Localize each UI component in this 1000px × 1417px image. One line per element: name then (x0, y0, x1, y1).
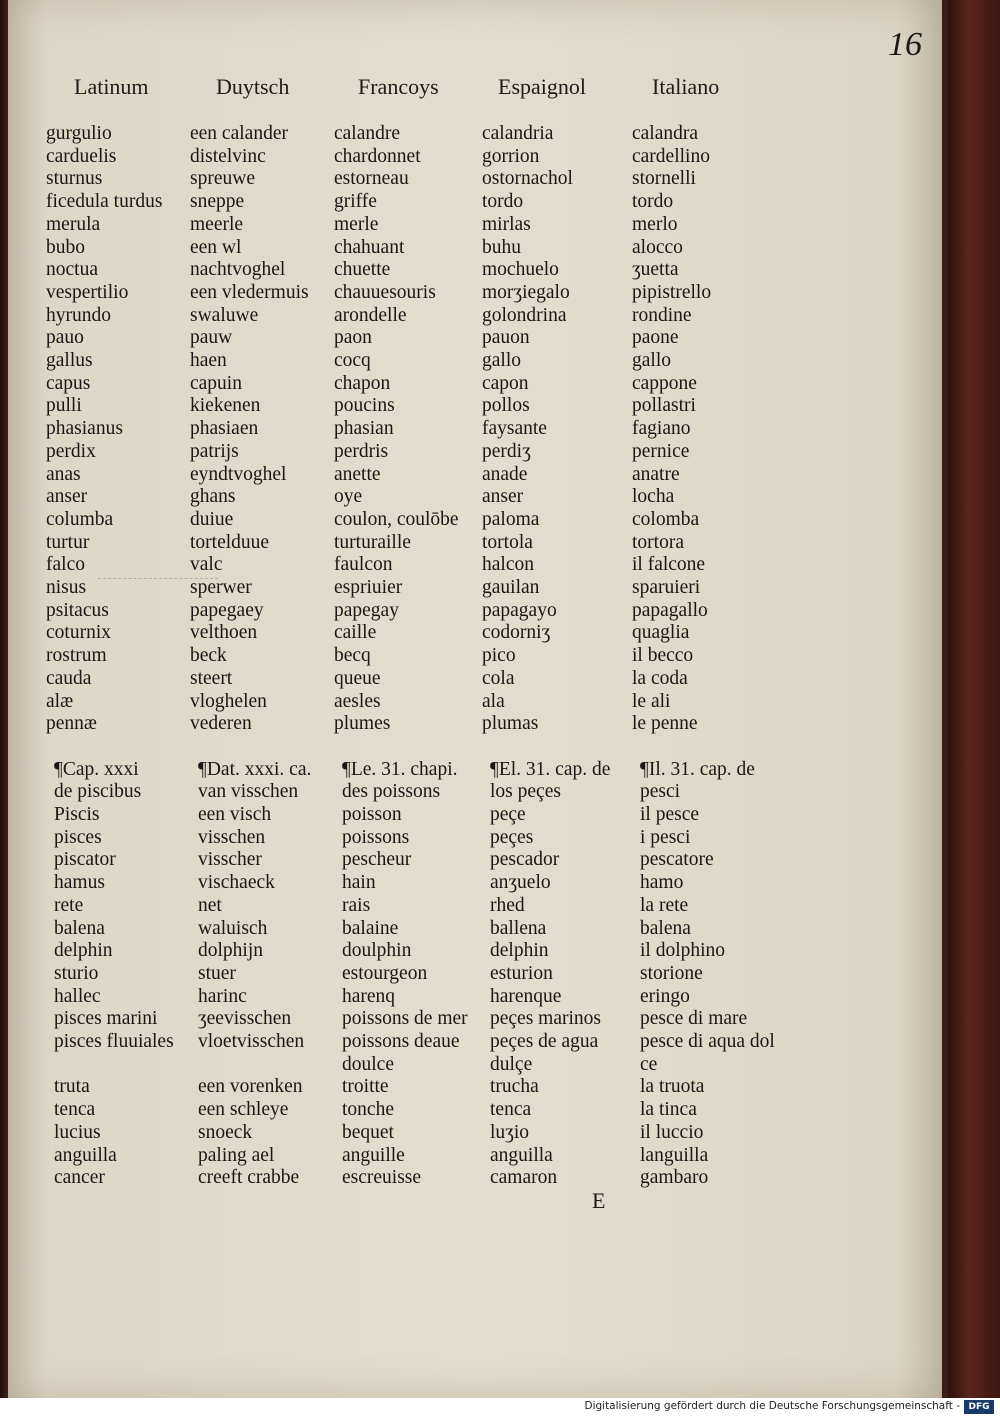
cell-italian: ce (640, 1053, 658, 1075)
table-row (8, 485, 942, 509)
table-row (8, 1053, 942, 1077)
cell-spanish: mochuelo (482, 259, 559, 281)
table-row (8, 735, 942, 759)
cell-latin: cauda (46, 667, 92, 689)
cell-french: queue (334, 667, 381, 689)
cell-french: estorneau (334, 168, 409, 190)
cell-italian: tortora (632, 531, 684, 553)
cell-latin: bubo (46, 236, 85, 258)
cell-spanish: tordo (482, 191, 524, 213)
cell-dutch: een wl (190, 236, 242, 258)
cell-latin: tenca (54, 1099, 96, 1121)
cell-italian: sparuieri (632, 577, 701, 598)
cell-latin: pulli (46, 395, 82, 417)
cell-spanish: peçes (490, 826, 534, 848)
cell-latin: pisces marini (54, 1008, 158, 1030)
cell-spanish: trucha (490, 1076, 539, 1098)
table-row (8, 167, 942, 191)
cell-dutch: steert (190, 667, 233, 689)
cell-latin: cancer (54, 1167, 105, 1189)
cell-dutch: stuer (198, 962, 236, 984)
cell-spanish: dulçe (490, 1053, 533, 1075)
cell-italian: i pesci (640, 826, 691, 848)
cell-french: griffe (334, 191, 377, 213)
cell-dutch: snoeck (198, 1121, 253, 1143)
cell-dutch: swaluwe (190, 304, 259, 326)
table-row (8, 122, 942, 146)
cell-dutch: kiekenen (190, 395, 261, 417)
table-row (8, 667, 942, 691)
cell-dutch: valc (190, 554, 223, 576)
cell-dutch: ghans (190, 486, 236, 508)
cell-dutch: tortelduue (190, 531, 270, 553)
signature-mark: E (592, 1188, 606, 1213)
cell-french: espriuier (334, 577, 403, 598)
cell-latin: anguilla (54, 1144, 117, 1166)
cell-italian: fagiano (632, 418, 691, 440)
cell-italian: il dolphino (640, 940, 726, 962)
cell-french: ¶Le. 31. chapi. (342, 758, 458, 780)
cell-spanish: pescador (490, 849, 560, 871)
cell-italian: la tinca (640, 1099, 697, 1121)
footer-credit: Digitalisierung gefördert durch die Deutsche Forschungsgemeinschaft - (584, 1400, 960, 1412)
header-duytsch: Duytsch (216, 74, 290, 99)
table-row (8, 712, 942, 736)
cell-italian: papagallo (632, 599, 708, 621)
cell-latin: lucius (54, 1121, 101, 1143)
cell-italian: pescatore (640, 849, 714, 871)
cell-italian: pollastri (632, 395, 696, 417)
cell-french: oye (334, 486, 363, 508)
cell-spanish: papagayo (482, 599, 557, 621)
cell-latin: pisces (54, 826, 102, 848)
cell-latin: falco (46, 554, 85, 576)
cell-french: anette (334, 463, 381, 485)
cell-dutch: haen (190, 350, 227, 371)
cell-italian: colomba (632, 508, 700, 530)
cell-french: troitte (342, 1076, 389, 1098)
cell-italian: balena (640, 917, 691, 939)
cell-latin: Piscis (54, 804, 100, 825)
cell-italian: rondine (632, 304, 692, 326)
cell-spanish: ala (482, 690, 505, 712)
cell-french: des poissons (342, 781, 441, 803)
cell-italian: la coda (632, 667, 688, 689)
table-row (8, 803, 942, 827)
binding-edge-right (948, 0, 1000, 1400)
cell-spanish: faysante (482, 418, 547, 440)
table-row (8, 826, 942, 850)
cell-latin: truta (54, 1076, 90, 1098)
cell-dutch: beck (190, 645, 227, 667)
table-row (8, 599, 942, 623)
cell-french: escreuisse (342, 1167, 422, 1189)
header-espaignol: Espaignol (498, 74, 586, 99)
table-row (8, 962, 942, 986)
table-row (8, 1030, 942, 1054)
cell-spanish: ostornachol (482, 168, 573, 190)
cell-french: chardonnet (334, 145, 421, 167)
table-row (8, 281, 942, 305)
folio-number: 16 (888, 26, 922, 63)
cell-dutch: een schleye (198, 1099, 289, 1121)
cell-spanish: peçes de agua (490, 1031, 599, 1052)
table-row (8, 372, 942, 396)
cell-french: poucins (334, 395, 395, 417)
cell-dutch: meerle (190, 213, 244, 235)
table-row (8, 1121, 942, 1145)
cell-latin: carduelis (46, 145, 117, 167)
cell-latin: perdix (46, 440, 96, 462)
cell-spanish: peçes marinos (490, 1008, 602, 1030)
cell-dutch: paling ael (198, 1144, 275, 1166)
cell-italian: le ali (632, 690, 671, 712)
cell-french: aesles (334, 690, 381, 712)
table-row (8, 780, 942, 804)
cell-french: arondelle (334, 304, 407, 326)
cell-latin: merula (46, 213, 101, 235)
cell-french: caille (334, 622, 377, 644)
table-row (8, 531, 942, 555)
cell-italian: calandra (632, 123, 699, 144)
cell-french: bequet (342, 1121, 394, 1143)
table-row (8, 440, 942, 464)
cell-french: becq (334, 645, 371, 667)
cell-dutch: ¶Dat. xxxi. ca. (198, 758, 312, 780)
cell-latin: hamus (54, 872, 105, 894)
cell-spanish: buhu (482, 236, 521, 258)
cell-latin: piscator (54, 849, 116, 871)
table-row (8, 758, 942, 782)
table-row (8, 848, 942, 872)
cell-french: coulon, coulōbe (334, 508, 459, 530)
table-row (8, 621, 942, 645)
cell-italian: eringo (640, 985, 690, 1007)
cell-french: poissons de mer (342, 1008, 468, 1030)
cell-dutch: papegaey (190, 599, 264, 621)
cell-dutch: sperwer (190, 577, 252, 598)
cell-italian: gambaro (640, 1167, 709, 1189)
cell-dutch: visschen (198, 826, 266, 848)
cell-spanish: pollos (482, 395, 530, 417)
cell-italian: anatre (632, 463, 680, 485)
table-row (8, 1007, 942, 1031)
cell-italian: paone (632, 327, 679, 349)
cell-spanish: paloma (482, 508, 540, 530)
table-row (8, 394, 942, 418)
cell-latin: pennæ (46, 713, 97, 735)
bleed-through-dashes (98, 578, 218, 593)
cell-italian: alocco (632, 236, 683, 258)
cell-spanish: halcon (482, 554, 534, 576)
cell-italian: stornelli (632, 168, 696, 190)
cell-french: balaine (342, 917, 399, 939)
cell-french: tonche (342, 1099, 394, 1121)
cell-italian: cardellino (632, 145, 710, 167)
cell-italian: il luccio (640, 1121, 704, 1143)
cell-italian: merlo (632, 213, 678, 235)
cell-french: estourgeon (342, 962, 428, 984)
table-row (8, 917, 942, 941)
table-row (8, 349, 942, 373)
cell-dutch: ʒeevisschen (198, 1008, 292, 1030)
table-row (8, 213, 942, 237)
cell-italian: le penne (632, 713, 698, 735)
cell-latin: alæ (46, 690, 74, 712)
cell-italian: pesce di mare (640, 1008, 748, 1030)
cell-dutch: velthoen (190, 622, 258, 644)
cell-dutch: capuin (190, 372, 242, 394)
table-row (8, 939, 942, 963)
cell-spanish: los peçes (490, 781, 561, 803)
cell-dutch: eyndtvoghel (190, 463, 287, 485)
cell-french: doulce (342, 1053, 394, 1075)
cell-dutch: van visschen (198, 781, 299, 803)
cell-italian: pipistrello (632, 281, 712, 303)
cell-dutch: phasiaen (190, 418, 259, 440)
cell-italian: cappone (632, 372, 697, 394)
cell-french: poisson (342, 804, 402, 825)
table-row (8, 326, 942, 350)
cell-spanish: perdiʒ (482, 440, 531, 462)
cell-french: turturaille (334, 531, 411, 553)
cell-dutch: spreuwe (190, 168, 255, 190)
cell-spanish: luʒio (490, 1121, 529, 1143)
cell-italian: ¶Il. 31. cap. de (640, 758, 755, 780)
cell-dutch: dolphijn (198, 940, 264, 962)
dfg-logo-icon: DFG (964, 1400, 994, 1414)
cell-latin: coturnix (46, 622, 111, 644)
cell-italian: la rete (640, 894, 689, 916)
cell-italian: la truota (640, 1076, 705, 1098)
cell-italian: ʒuetta (632, 259, 679, 281)
cell-latin: columba (46, 508, 114, 530)
cell-dutch: distelvinc (190, 145, 266, 167)
cell-latin: ficedula turdus (46, 191, 163, 213)
cell-italian: hamo (640, 872, 684, 894)
cell-dutch: harinc (198, 985, 247, 1007)
cell-dutch: een vorenken (198, 1076, 303, 1098)
table-row (8, 1075, 942, 1099)
cell-spanish: codorniʒ (482, 622, 551, 644)
cell-spanish: pauon (482, 327, 530, 349)
cell-french: merle (334, 213, 379, 235)
table-row (8, 258, 942, 282)
cell-dutch: pauw (190, 327, 233, 349)
cell-italian: pesci (640, 781, 681, 803)
cell-italian: tordo (632, 191, 674, 213)
table-row (8, 1098, 942, 1122)
table-row (8, 1166, 942, 1190)
table-row (8, 304, 942, 328)
cell-dutch: visscher (198, 849, 262, 871)
cell-spanish: ballena (490, 917, 547, 939)
table-row (8, 894, 942, 918)
cell-spanish: harenque (490, 985, 562, 1007)
table-row (8, 508, 942, 532)
cell-dutch: vloghelen (190, 690, 267, 712)
cell-spanish: gauilan (482, 577, 540, 598)
cell-spanish: capon (482, 372, 529, 394)
cell-spanish: tenca (490, 1099, 532, 1121)
cell-spanish: pico (482, 645, 516, 667)
cell-italian: gallo (632, 350, 671, 371)
table-row (8, 463, 942, 487)
cell-latin: gurgulio (46, 123, 112, 144)
cell-french: perdris (334, 440, 389, 462)
cell-spanish: gorrion (482, 145, 540, 167)
cell-spanish: peçe (490, 804, 526, 825)
cell-french: paon (334, 327, 372, 349)
cell-french: pescheur (342, 849, 412, 871)
cell-latin: anas (46, 463, 81, 485)
cell-dutch: een visch (198, 804, 272, 825)
table-row (8, 145, 942, 169)
table-row (8, 644, 942, 668)
cell-italian: pesce di aqua dol (640, 1031, 775, 1052)
book-page (8, 0, 942, 1398)
table-row (8, 985, 942, 1009)
cell-french: cocq (334, 350, 371, 371)
cell-latin: hallec (54, 985, 101, 1007)
cell-french: poissons deaue (342, 1031, 460, 1052)
cell-spanish: tortola (482, 531, 533, 553)
cell-spanish: camaron (490, 1167, 558, 1189)
cell-french: poissons (342, 826, 410, 848)
cell-french: chuette (334, 259, 391, 281)
cell-spanish: cola (482, 667, 515, 689)
cell-dutch: waluisch (198, 917, 268, 939)
table-row (8, 553, 942, 577)
cell-dutch: duiue (190, 508, 234, 530)
cell-latin: balena (54, 917, 105, 939)
cell-spanish: anser (482, 486, 524, 508)
cell-latin: psitacus (46, 599, 109, 621)
cell-spanish: esturion (490, 962, 553, 984)
cell-french: doulphin (342, 940, 412, 962)
cell-dutch: sneppe (190, 191, 245, 213)
cell-dutch: vloetvisschen (198, 1031, 305, 1052)
cell-dutch: creeft crabbe (198, 1167, 300, 1189)
cell-dutch: nachtvoghel (190, 259, 286, 281)
cell-latin: capus (46, 372, 91, 394)
cell-spanish: gallo (482, 350, 521, 371)
table-row (8, 871, 942, 895)
header-francoys: Francoys (358, 74, 439, 99)
table-row (8, 1144, 942, 1168)
cell-latin: noctua (46, 259, 98, 281)
cell-french: hain (342, 872, 376, 894)
cell-italian: locha (632, 486, 675, 508)
cell-spanish: mirlas (482, 213, 531, 235)
table-row (8, 190, 942, 214)
cell-spanish: morʒiegalo (482, 281, 570, 303)
cell-spanish: rhed (490, 894, 525, 916)
cell-italian: quaglia (632, 622, 690, 644)
cell-latin: rostrum (46, 645, 107, 667)
cell-latin: gallus (46, 350, 93, 371)
cell-latin: sturnus (46, 168, 103, 190)
cell-latin: turtur (46, 531, 90, 553)
cell-french: calandre (334, 123, 401, 144)
table-row (8, 690, 942, 714)
cell-latin: sturio (54, 962, 99, 984)
cell-italian: pernice (632, 440, 690, 462)
cell-latin: ¶Cap. xxxi (54, 758, 139, 780)
cell-french: plumes (334, 713, 391, 735)
header-latinum: Latinum (74, 74, 149, 99)
cell-dutch: patrijs (190, 440, 239, 462)
cell-french: papegay (334, 599, 399, 621)
cell-french: faulcon (334, 554, 393, 576)
cell-italian: il becco (632, 645, 694, 667)
cell-dutch: net (198, 894, 222, 916)
cell-french: phasian (334, 418, 394, 440)
cell-latin: anser (46, 486, 88, 508)
cell-latin: de piscibus (54, 781, 142, 803)
cell-spanish: golondrina (482, 304, 567, 326)
cell-latin: vespertilio (46, 281, 129, 303)
cell-italian: il falcone (632, 554, 706, 576)
cell-latin: delphin (54, 940, 113, 962)
cell-spanish: anade (482, 463, 528, 485)
cell-dutch: vederen (190, 713, 252, 735)
table-row (8, 417, 942, 441)
footer-bar (0, 1398, 1000, 1417)
cell-french: chauuesouris (334, 281, 436, 303)
cell-french: chahuant (334, 236, 405, 258)
cell-french: harenq (342, 985, 396, 1007)
cell-french: anguille (342, 1144, 405, 1166)
cell-latin: pisces fluuiales (54, 1031, 174, 1052)
cell-latin: hyrundo (46, 304, 111, 326)
cell-spanish: anʒuelo (490, 872, 551, 894)
cell-latin: rete (54, 894, 84, 916)
cell-spanish: anguilla (490, 1144, 553, 1166)
cell-latin: pauo (46, 327, 84, 349)
cell-dutch: vischaeck (198, 872, 275, 894)
cell-dutch: een calander (190, 123, 288, 144)
cell-spanish: ¶El. 31. cap. de (490, 758, 611, 780)
cell-french: rais (342, 894, 371, 916)
cell-spanish: delphin (490, 940, 549, 962)
table-row (8, 236, 942, 260)
cell-latin: nisus (46, 577, 87, 598)
cell-italian: il pesce (640, 804, 700, 825)
header-italiano: Italiano (652, 74, 720, 99)
cell-spanish: plumas (482, 713, 539, 735)
cell-french: chapon (334, 372, 391, 394)
cell-italian: storione (640, 962, 703, 984)
cell-dutch: een vledermuis (190, 281, 309, 303)
cell-latin: phasianus (46, 418, 123, 440)
cell-italian: languilla (640, 1144, 709, 1166)
cell-spanish: calandria (482, 123, 554, 144)
